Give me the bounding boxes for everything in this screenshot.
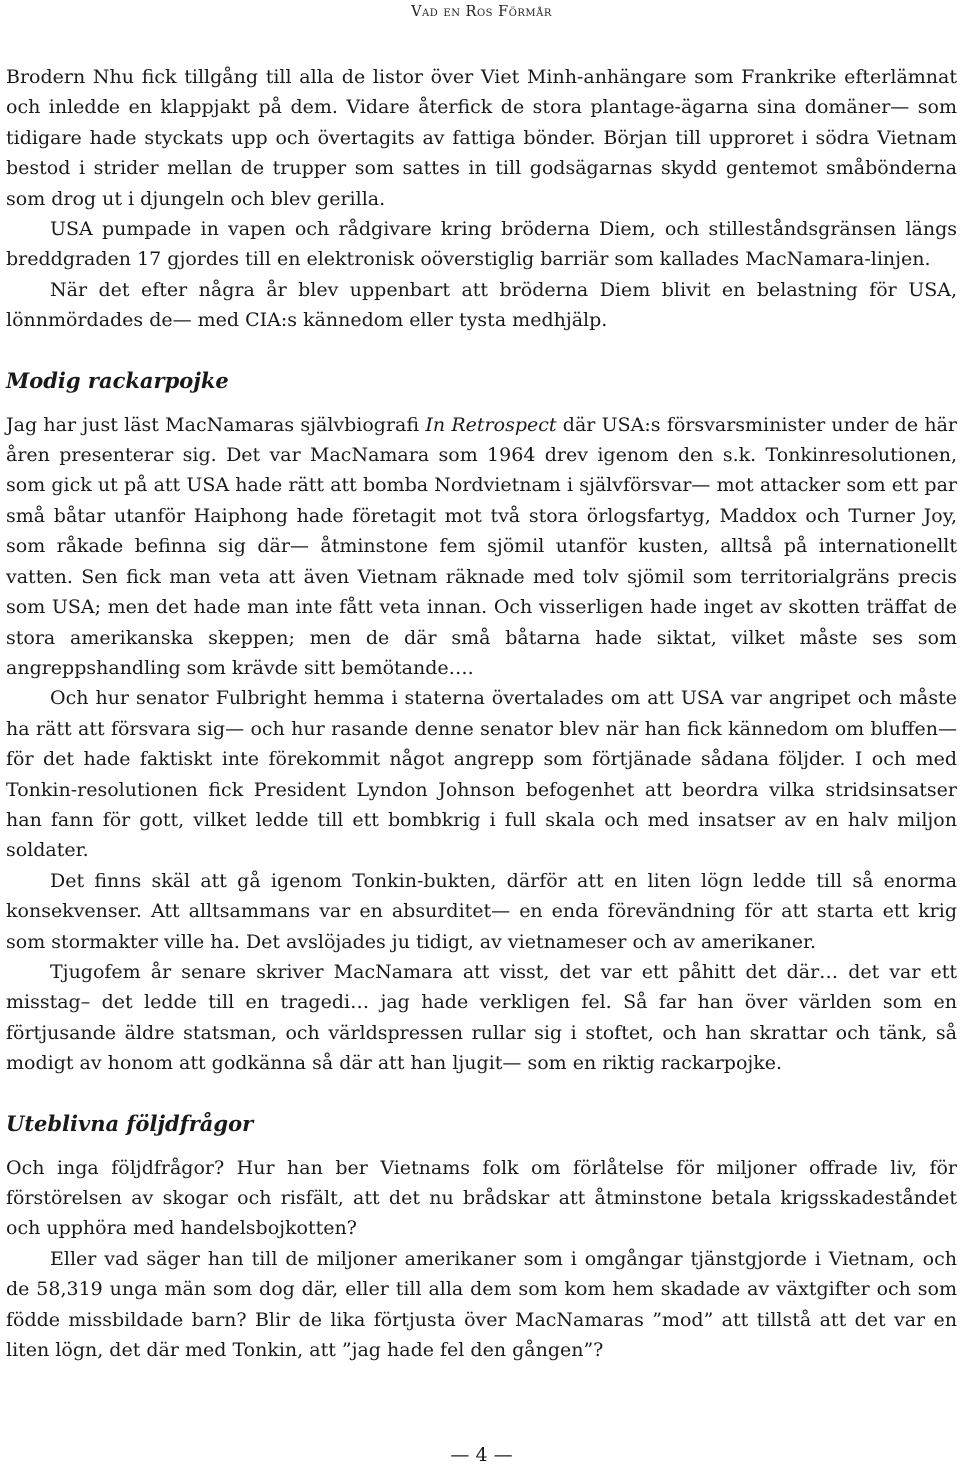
paragraph: Det finns skäl att gå igenom Tonkin-bukten, därför att en liten lögn ledde till så enorma konsekvenser. Att alltsammans var en absurditet— en enda förevändning för att starta ett krig som stormakter ville ha. Det avslöjades ju tidigt, av vietnameser och av amerikaner. — [6, 869, 957, 953]
paragraph: När det efter några år blev uppenbart att bröderna Diem blivit en belastning för USA, lönnmördades de— med CIA:s kännedom eller tysta medhjälp. — [6, 278, 957, 332]
paragraph: Och inga följdfrågor? Hur han ber Vietnams folk om förlåtelse för miljoner offrade liv, för förstörelsen av skogar och risfält, att det nu brådskar att åtminstone betala krigsskadeståndet och upphöra med handelsbojkotten? — [6, 1156, 957, 1240]
paragraph-text: Jag har just läst MacNamaras självbiografi — [6, 413, 426, 436]
paragraph — [6, 410, 957, 684]
paragraph: USA pumpade in vapen och rådgivare kring bröderna Diem, och stilleståndsgränsen längs breddgraden 17 gjordes till en elektronisk oöverstiglig barriär som kallades MacNamara-linjen. — [6, 218, 957, 271]
paragraph: Tjugofem år senare skriver MacNamara att visst, det var ett påhitt det där… det var ett misstag– det ledde till en tragedi… jag hade verkligen fel. Så far han över världen som en förtjusande äldre statsman, och världspressen rullar sig i stoftet, och han skrattar och tänk, så modigt av honom att godkänna så där att han ljugit— som en riktig rackarpojke. — [6, 960, 957, 1075]
paragraph: Brodern Nhu fick tillgång till alla de listor över Viet Minh-anhängare som Frankrike efterlämnat och inledde en klappjakt på dem. Vidare återfick de stora plantage-ägarna sina domäner— som tidigare hade styckats upp och övertagits av fattiga bönder. Början till upproret i södra Vietnam bestod i strider mellan de trupper som sattes in till godsägarnas skydd gentemot småbönderna som drog ut i djungeln och blev gerilla. — [6, 66, 957, 210]
page-number: — 4 — — [450, 1444, 513, 1466]
section-heading: Modig rackarpojke — [6, 367, 229, 393]
book-title: In Retrospect — [425, 413, 557, 436]
section-heading: Uteblivna följdfrågor — [6, 1110, 254, 1136]
paragraph-text: där USA:s försvarsminister under de här åren presenterar sig. Det var MacNamara som 1964 drev igenom den s.k. Tonkinresolutionen, som gick ut på att USA hade rätt att bomba Nordvietnam i självförsvar— mot attacker som ett par små båtar utanför Haiphong hade företagit mot två stora örlogsfartyg, Maddox och Turner Joy, som råkade befinna sig där— åtminstone fem sjömil utanför kusten, alltså på internationellt vatten. Sen fick man veta att även Vietnam räknade med tolv sjömil som territorialgräns precis som USA; men det hade man inte fått veta innan. Och visserligen hade inget av skotten träffat de stora amerikanska skeppen; men de där små båtarna hade siktat, vilket måste ses som angreppshandling som krävde sitt bemötande…. — [6, 413, 958, 679]
body-text — [6, 62, 957, 1365]
document-page — [6, 0, 957, 1475]
paragraph: Och hur senator Fulbright hemma i staterna övertalades om att USA var angripet och måste ha rätt att försvara sig— och hur rasande denne senator blev när han fick kännedom om bluffen— för det hade faktiskt inte förekommit något angrepp som förtjänade sådana följder. I och med Tonkin-resolutionen fick President Lyndon Johnson befogenhet att beordra vilka stridsinsatser han fann för gott, vilket ledde till ett bombkrig i full skala och med insatser av en halv miljon soldater. — [6, 687, 957, 862]
paragraph: Eller vad säger han till de miljoner amerikaner som i omgångar tjänstgjorde i Vietnam, och de 58,319 unga män som dog där, eller till alla dem som kom hem skadade av växtgifter och som födde missbildade barn? Blir de lika förtjusta över MacNamaras ”mod” att tillstå att det var en liten lögn, det där med Tonkin, att ”jag hade fel den gången”? — [6, 1247, 957, 1362]
running-head: Vad en Ros Förmår — [411, 4, 552, 20]
